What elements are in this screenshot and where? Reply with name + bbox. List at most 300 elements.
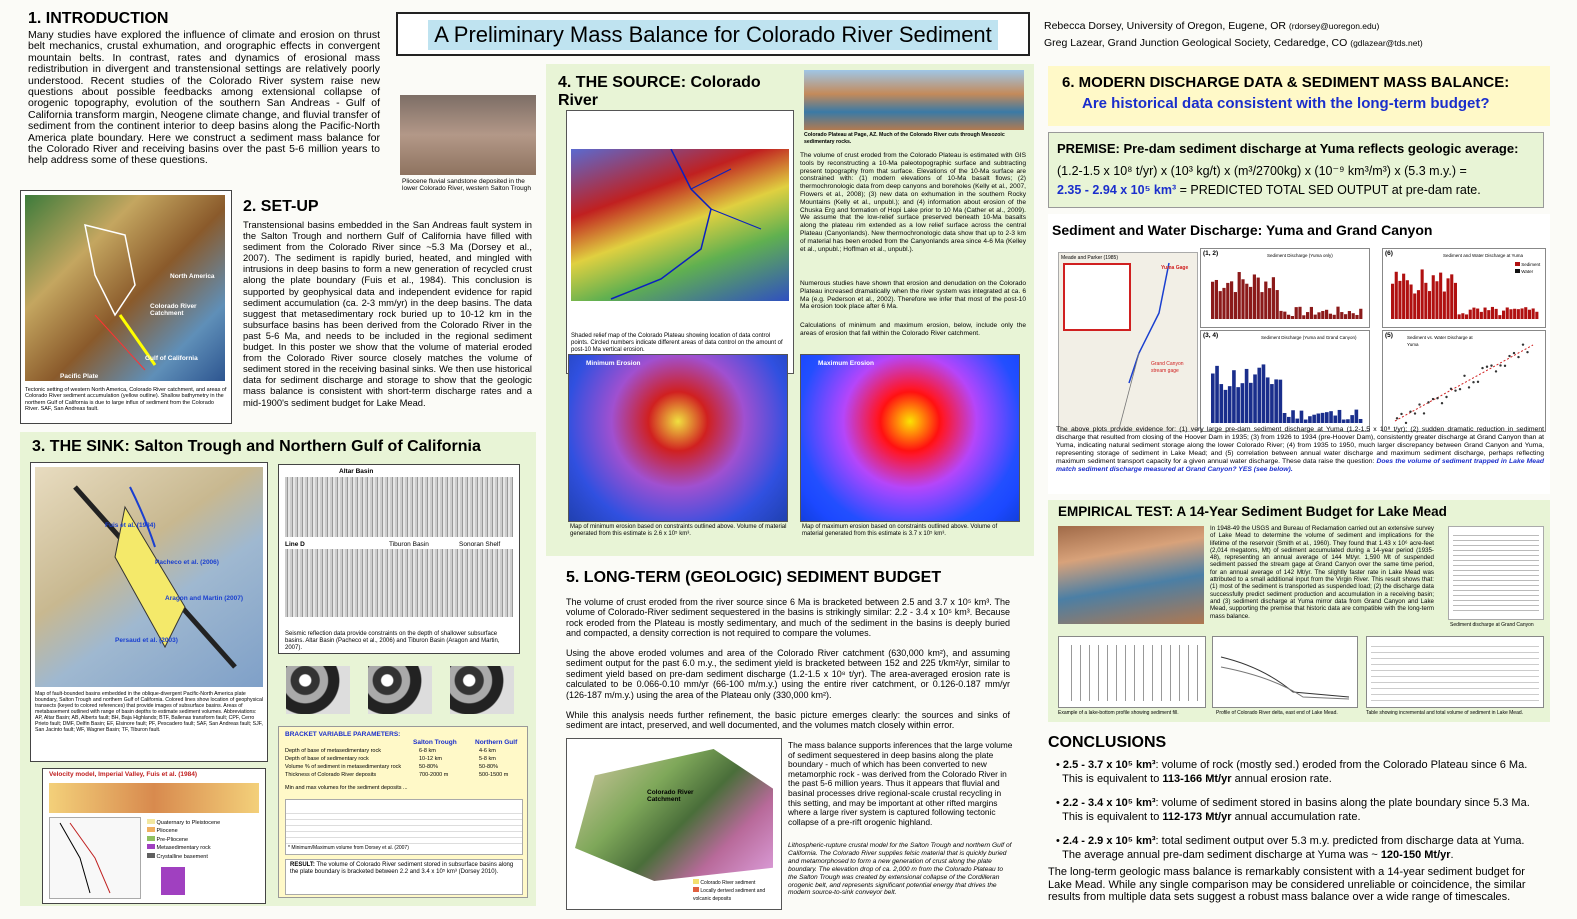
bar (1211, 374, 1215, 423)
scatter-point (1499, 364, 1501, 366)
block-diagram-frame (566, 738, 782, 910)
bar (1253, 374, 1257, 423)
scatter-point (1418, 403, 1420, 405)
discharge-chart-1 (1200, 248, 1370, 328)
conclusions-heading: CONCLUSIONS (1048, 734, 1167, 751)
bar (1241, 279, 1244, 319)
bar (1484, 308, 1487, 319)
sink-map-label-4: Persaud et al. (2003) (115, 637, 178, 644)
bar (1406, 280, 1409, 319)
empirical-heading: EMPIRICAL TEST: A 14-Year Sediment Budget for Lake Mead (1058, 504, 1447, 519)
scatter-point (1427, 401, 1429, 403)
bar (1517, 309, 1520, 319)
chart-4-title: Sediment vs. Water Discharge at Yuma (1407, 335, 1473, 348)
bar (1308, 416, 1312, 423)
chart-2-svg (1201, 331, 1369, 431)
source-text-2: Numerous studies have shown that erosion and denudation on the Colorado Plateau increased dramatically when the river system was integrated at ca. 6 Ma (e.g. Pederson et al., 2002). Therefore we infer that most of the post-10 Ma erosion took place after 6 Ma. (800, 280, 1026, 311)
bar (1291, 316, 1294, 319)
bar (1350, 415, 1354, 423)
volume-table-note: * Minimum/Maximum volume from Dorsey et al. (2007) (288, 845, 409, 851)
bar (1413, 293, 1416, 319)
chart-3-legend-item: Water (1515, 268, 1540, 275)
block-legend-item: Locally derived sediment and volcanic deposits (693, 888, 766, 902)
bracket-note: Min and max volumes for the sediment deposits ... (285, 785, 408, 791)
bar (1491, 307, 1494, 319)
discharge-map-river (1059, 253, 1197, 431)
bar (1439, 273, 1442, 319)
bar (1487, 310, 1490, 319)
delta-caption: Profile of Colorado River delta, east end of Lake Mead. (1216, 710, 1338, 716)
lake-bottom-caption: Example of a lake-bottom profile showing sediment fill. (1058, 710, 1179, 716)
bar (1338, 410, 1342, 423)
scatter-point (1468, 386, 1470, 388)
discharge-heading: Sediment and Water Discharge: Yuma and Grand Canyon (1052, 222, 1433, 238)
chart-3-svg (1383, 249, 1545, 327)
max-erosion-frame (800, 354, 1018, 550)
discharge-chart-2 (1200, 330, 1370, 432)
budget-p2: Using the above eroded volumes and area of the Colorado River catchment (630,000 km²), and assuming sediment output for the past 6.0 m.y., the sediment yield is bracketed between 152 and 225 t/km²/yr, similar to sediment yield based on pre-dam sediment discharge (1.2-1.5 x 10⁸ t/yr). The area-averaged erosion rate is calculated to be 0.066-0.10 mm/yr (66-100 m/m.y.) using the entire river catchment, or 0.126-0.187 mm/yr (126-187 m/m.y.) using the area of the Plateau only (330,000 km²). (566, 648, 1010, 700)
result-text: RESULT: The volume of Colorado River sediment stored in subsurface basins along the plate boundary is bracketed between 2.2 and 3.4 x 10⁵ km³ (Dorsey 2010). (290, 862, 514, 875)
bar (1306, 312, 1309, 319)
intro-text: Many studies have explored the influence of climate and erosion on thrust belt mechanics, crustal exhumation, and orographic effects in convergent mountain belts. In contrast, rates and dynamics of erosional mass redistribution in divergent and transtensional settings are relatively poorly understood. Recent studies of the Colorado River system raise new questions about possible feedbacks among extensional collapse of orogenic topography, evolution of the southern San Andreas - Gulf of California transform margin, Neogene climate change, and fluvial transfer of sediment from the continent interior to deep basins along the Pacific-North America plate boundary. Here we construct a sediment mass balance for the Colorado River and receiving basins over the past 5-6 million years to help address some of these questions. (28, 29, 380, 167)
bracket-row: Volume % of sediment in metasedimentary rock 50-80% 50-80% (285, 764, 498, 770)
bar (1428, 291, 1431, 319)
bar (1509, 309, 1512, 319)
seismic-label-tiburon: Tiburon Basin (389, 541, 429, 548)
bar (1321, 413, 1325, 423)
bar (1348, 311, 1351, 319)
map-label-north-america: North America (170, 273, 215, 280)
scatter-point (1459, 388, 1461, 390)
cross-section-frame (42, 768, 266, 904)
authors (1044, 18, 1423, 52)
bar (1355, 410, 1359, 423)
bar (1253, 274, 1256, 319)
discharge-map (1058, 252, 1198, 432)
bar (1238, 272, 1241, 319)
sink-panel (20, 432, 536, 906)
bar (1344, 314, 1347, 319)
scatter-point (1504, 365, 1506, 367)
bar (1222, 288, 1225, 319)
bar (1359, 309, 1362, 319)
thin-section-photo-1 (286, 666, 350, 714)
block-caption: Lithospheric-rupture crustal model for the Salton Trough and northern Gulf of California. The Colorado River supplies felsic material that is quickly buried and metamorphosed to form a new generation of crust along the plate boundary. The elevation drop of ca. 2,000 m from the Colorado Plateau to the Salton Trough was created by extensional collapse of the Cordilleran orogenic belt, and represents significant potential energy that drives the modern source-to-sink conveyor belt. (788, 842, 1012, 897)
bar (1310, 307, 1313, 319)
sink-heading: 3. THE SINK: Salton Trough and Northern Gulf of California (32, 438, 481, 455)
grand-canyon-table-caption: Sediment discharge at Grand Canyon (1450, 622, 1534, 628)
bar (1230, 281, 1233, 319)
grand-canyon-table (1448, 526, 1544, 620)
bar (1268, 288, 1271, 319)
bar (1241, 383, 1245, 423)
setup-map-frame (20, 190, 232, 424)
delta-profile-svg (1213, 637, 1357, 707)
block-label: Colorado River Catchment (647, 789, 694, 804)
bar (1283, 413, 1287, 423)
bar (1424, 283, 1427, 319)
bar (1283, 312, 1286, 319)
bar (1535, 312, 1538, 319)
scatter-point (1432, 398, 1434, 400)
volume-table-grid (286, 808, 522, 844)
bar (1298, 307, 1301, 319)
bracket-title: BRACKET VARIABLE PARAMETERS: (285, 731, 401, 738)
modern-heading: 6. MODERN DISCHARGE DATA & SEDIMENT MASS BALANCE: (1062, 74, 1510, 91)
bracket-panel (278, 726, 528, 898)
seismic-section-altar (285, 477, 513, 537)
bar (1300, 411, 1304, 423)
chart-3-tag: (6) (1385, 250, 1393, 257)
bar (1276, 290, 1279, 319)
scatter-point (1477, 381, 1479, 383)
thin-section-photo-2 (368, 666, 432, 714)
scatter-point (1472, 381, 1474, 383)
river-network (571, 149, 789, 301)
legend-item: Pre-Pliocene (147, 836, 257, 844)
bar (1329, 411, 1333, 423)
bar (1279, 380, 1283, 423)
chart-2-tag: (3, 4) (1203, 332, 1219, 339)
tectonic-map (25, 195, 225, 381)
discharge-text: The above plots provide evidence for: (1) very large pre-dam sediment discharge at Yuma (1.2-1.5 x 10⁸ t/yr); (2) sudden dramatic reduction in sediment discharge that resulted from closing of the Hoover Dam in 1935; (3) from 1926 to 1934 (pre-Hoover Dam), consistently greater discharge at Grand Canyon than at Yuma, indicating natural sediment storage along the lower Colorado River; (4) from 1935 to 1950, much larger discrepancy between Grand Canyon and Yuma, representing storage of sediment in Lake Mead; and (5) correlation between annual water discharge and maximum sediment discharge, perhaps reflecting maximum sediment transport capacity for a given annual water discharge. These data raise the question: Does the volume of sediment trapped in Lake Mead match sediment discharge measured at Grand Canyon? YES (see below). (1056, 426, 1544, 473)
budget-p1: The volume of crust eroded from the river source since 6 Ma is bracketed between 2.5 and 3.7 x 10⁵ km³. The volume of Colorado-River sediment sequestered in the basins is strikingly similar: 2.2 - 3.4 x 10⁵ km³. Because rock eroded from the Plateau is mostly sedimentary, and much of the sediment in the basins is deeply buried and compacted, a density correction is not required to compare the volumes. (566, 597, 1010, 639)
source-text-1: The volume of crust eroded from the Colorado Plateau is estimated with GIS tools by reconstructing a 10-Ma paleotopographic surface and subtracting present topography from that surface. Elevations of the 10-Ma surface are constrained with: (1) modern elevations of 10-Ma basalt flows; (2) thermochronologic data from deep canyons and boreholes (Kelly et al., 2007, Flowers et al., 2008); (3) new data on exhumation in the southern Rocky Mountains (Kelly et al., unpubl.); and (4) information about erosion of the Chuska Erg and formation of Hopi Lake prior to 10 Ma (Cather et al., 2009). We assume that the low-relief surface preserved beneath 10-Ma basalts along the plateau rim extended as a low relief surface across the central Plateau (Canyonlands). New thermochronologic data show that up to 2-3 km of material has been eroded from the Canyonlands area since 4-6 Ma (Kelley et al., unpubl.; Hoffman et al., unpubl.). (800, 152, 1026, 253)
conclusions-final: The long-term geologic mass balance is remarkably consistent with a 14-year sediment budget for Lake Mead. While any single comparison may be considered unreliable or coincidence, the similar results from multiple data sets suggest a robust mass balance over a wide range of timescales. (1048, 866, 1526, 903)
chart-1-tag: (1, 2) (1203, 250, 1219, 257)
cross-section-top (49, 783, 259, 813)
bar (1325, 310, 1328, 319)
bar (1211, 282, 1214, 319)
bar (1249, 287, 1252, 319)
bar (1458, 314, 1461, 319)
max-erosion-map (800, 354, 1020, 522)
chart-3-legend-item: Sediment (1515, 261, 1540, 268)
premise-result-line: 2.35 - 2.94 x 10⁵ km³ = PREDICTED TOTAL SED OUTPUT at pre-dam rate. (1057, 183, 1481, 197)
bracket-col-2: Northern Gulf (475, 739, 518, 746)
setup-text: Transtensional basins embedded in the San Andreas fault system in the Salton Trough and northern Gulf of California have filled with sediment from the Colorado River since ~5.3 Ma (Dorsey et al., 2007). The sediment is rapidly buried, heated, and mingled with intrusions in deep basins to form a new generation of recycled crust along the plate boundary (Fuis et al., 1984). This conclusion is supported by geophysical data and independent evidence for rapid sediment accumulation (ca. 2-3 mm/yr) in the deep basins. The data suggest that metasedimentary rock buried up to 10-12 km in the subsurface basins has been derived from the Colorado River in the past 5-6 Ma, and needs to be included in the regional sediment budget. In this poster we show that the volume of material eroded from the Colorado River source closely matches the volume of sediment stored in the receiving basinal sinks. We then use historical data for sediment discharge and storage to show that the geologic mass balance is consistent with short-term discharge rates and a mid-1900's sediment budget for Lake Mead. (243, 219, 532, 408)
bar (1236, 387, 1240, 423)
min-erosion-frame (568, 354, 786, 550)
bar (1302, 315, 1305, 319)
bar (1245, 284, 1248, 319)
bar (1495, 309, 1498, 319)
discharge-chart-3 (1382, 248, 1546, 328)
scatter-point (1405, 422, 1407, 424)
min-erosion-map (568, 354, 788, 522)
bar (1272, 277, 1275, 319)
discharge-map-label-1: Meade and Parker (1985) (1061, 255, 1118, 261)
bar (1219, 291, 1222, 319)
bar (1226, 283, 1229, 319)
bar (1317, 312, 1320, 319)
sink-map-label-1: Fuis et al. (1984) (105, 522, 156, 529)
bar (1395, 272, 1398, 319)
bar (1498, 315, 1501, 319)
bar (1219, 384, 1223, 423)
volume-table (285, 799, 523, 855)
scatter-point (1495, 370, 1497, 372)
modern-subheading: Are historical data consistent with the long-term budget? (1082, 95, 1490, 112)
seismic-label-line-d: Line D (285, 541, 305, 548)
budget-heading: 5. LONG-TERM (GEOLOGIC) SEDIMENT BUDGET (566, 569, 942, 586)
bar (1266, 377, 1270, 423)
scatter-point (1400, 413, 1402, 415)
bar (1476, 309, 1479, 319)
bar (1215, 280, 1218, 319)
lake-bottom-profile-plot (1063, 645, 1201, 701)
bar (1304, 420, 1308, 423)
chart-1-title: Sediment Discharge (Yuma only) (1267, 253, 1333, 258)
bar (1333, 416, 1337, 423)
bar (1352, 313, 1355, 319)
scatter-point (1441, 402, 1443, 404)
bar (1274, 379, 1278, 423)
bracket-col-1: Salton Trough (413, 739, 457, 746)
chart-3-title: Sediment and Water Discharge at Yuma (1443, 253, 1524, 258)
bar (1521, 308, 1524, 319)
bar (1435, 281, 1438, 319)
legend-item: Metasedimentary rock (147, 844, 257, 852)
lake-mead-photo (1058, 526, 1204, 624)
scatter-point (1396, 417, 1398, 419)
sink-map-label-2: Pacheco et al. (2006) (155, 559, 219, 566)
scatter-point (1409, 410, 1411, 412)
bracket-row: Depth of base of sedimentary rock 10-12 km 5-8 km (285, 756, 496, 762)
legend-item: Quaternary to Pleistocene (147, 819, 257, 827)
bracket-row: Thickness of Colorado River deposits 700-2000 m 500-1500 m (285, 772, 509, 778)
delta-profile (1212, 636, 1358, 708)
volume-table-lake (1366, 636, 1544, 708)
bar (1355, 315, 1358, 319)
sink-map-overlay (35, 467, 263, 687)
bar (1336, 307, 1339, 319)
grand-canyon-table-rows (1453, 531, 1539, 615)
seismic-label-altar: Altar Basin (339, 468, 374, 475)
sink-map-caption: Map of fault-bounded basins embedded in the oblique-divergent Pacific-North America plate boundary, Salton Trough and northern Gulf of California. Colored lines show location of geophysical transects (keyed to colored references) that provide images of subsurface basins. Areas of metabasement outlined with range of basin depths to estimate sediment volumes. Abbreviations: AP, Altar Basin; AB, Alberts fault; BH, Baja Highlands; BTF, Ballenas transform fault; CPF, Cerro Prieto fault; DMF, Delfin Basin; EF, Elsinore fault; PF, Pescadero fault; SAF, San Andreas fault; SJF, San Jacinto fault; WF, Wagner Basin; TF, Tiburon fault. (35, 691, 264, 733)
map-label-pacific: Pacific Plate (60, 373, 99, 380)
empirical-text: In 1948-49 the USGS and Bureau of Reclamation carried out an extensive survey of Lake Mead to determine the volume of sediment and implications for the lifetime of the reservoir (Smith et al., 1960). They found that 1.43 x 10⁶ acre-feet (2,014 megatons, Mt) of sediment accumulated during a 14-year period (1935-48), representing an annual average of 144 Mt/yr. 1,590 Mt of suspended sediment passed the stream gage at Grand Canyon over the same time period, for an annual average of 142 Mt/yr. The slightly faster rate in Lake Mead was attributed to a small additional input from the Virgin River. This result shows that: (1) most of the sediment is transported as suspended load; (2) the discharge data successfully predict sediment production and accumulation in a receiving basin; and (3) sediment discharge at Yuma mirror data from Grand Canyon and Lake Mead, supporting the premise that historic data are compatible with the long-term mass balance. (1210, 525, 1434, 620)
discharge-chart-4 (1382, 330, 1546, 432)
empirical-panel (1048, 500, 1550, 722)
bracket-rows (285, 748, 521, 780)
scatter-point (1423, 412, 1425, 414)
chart-2-title: Sediment Discharge (Yuma and Grand Canyon) (1261, 335, 1357, 340)
bar (1398, 281, 1401, 319)
bar (1465, 314, 1468, 319)
block-diagram (575, 749, 773, 881)
conclusions-list (1046, 758, 1558, 872)
bar (1228, 386, 1232, 423)
bar (1532, 308, 1535, 319)
bar (1291, 410, 1295, 423)
bar (1329, 314, 1332, 319)
source-map-frame (566, 110, 794, 374)
bar (1279, 311, 1282, 319)
bar (1454, 283, 1457, 319)
volume-table-lake-rows (1371, 641, 1539, 703)
bar (1262, 364, 1266, 423)
discharge-map-label-2: Yuma Gage (1161, 265, 1189, 271)
bar (1417, 290, 1420, 319)
scatter-point (1481, 367, 1483, 369)
seismic-section-tiburon (285, 549, 513, 617)
premise-title: PREMISE: Pre-dam sediment discharge at Yuma reflects geologic average: (1057, 141, 1519, 156)
intro-heading: 1. INTRODUCTION (28, 10, 169, 27)
bar (1287, 315, 1290, 319)
conclusion-item: • 2.2 - 3.4 x 10⁵ km³: volume of sediment stored in basins along the plate boundary since 5.3 Ma. This is equivalent to 112-173 Mt/yr annual accumulation rate. (1056, 797, 1530, 823)
bar (1264, 282, 1267, 319)
source-heading: 4. THE SOURCE: Colorado River (558, 74, 761, 109)
velocity-plot-lines (50, 818, 140, 898)
legend-swatch-block (161, 867, 185, 895)
bracket-row: Depth of base of metasedimentary rock 6-8 km 4-6 km (285, 748, 496, 754)
scatter-point (1522, 343, 1524, 345)
scatter-point (1486, 366, 1488, 368)
discharge-map-label-3: Grand Canyon stream gage (1151, 361, 1184, 375)
bar (1249, 383, 1253, 423)
bar (1317, 414, 1321, 423)
tectonic-map-overlay (25, 195, 225, 381)
bar (1257, 278, 1260, 319)
bar (1325, 412, 1329, 423)
bar (1391, 284, 1394, 319)
bar (1410, 285, 1413, 319)
scatter-point (1454, 389, 1456, 391)
premise-box (1048, 132, 1544, 208)
bar (1312, 415, 1316, 423)
sink-map-label-3: Aragon and Martin (2007) (165, 595, 244, 602)
author-2: Greg Lazear, Grand Junction Geological Society, Cedaredge, CO (gdlazear@tds.net) (1044, 37, 1423, 49)
bar (1234, 292, 1237, 319)
bar (1260, 292, 1263, 319)
bar (1450, 274, 1453, 319)
lake-bottom-profile (1058, 636, 1206, 708)
budget-p3: While this analysis needs further refinement, the basic picture emerges clearly: the sources and sinks of sediment are intact, preserved, and well documented, and the volumes match closely within error. (566, 710, 1010, 731)
bar (1295, 419, 1299, 423)
scatter-point (1513, 352, 1515, 354)
bar (1432, 275, 1435, 319)
bar (1524, 307, 1527, 319)
scatter-point (1526, 351, 1528, 353)
scatter-point (1490, 364, 1492, 366)
max-erosion-caption: Map of maximum erosion based on constraints outlined above. Volume of material generated from this estimate is 3.7 x 10⁵ km³. (802, 524, 998, 537)
volume-table-lake-caption: Table showing incremental and total volume of sediment in Lake Mead. (1366, 710, 1524, 716)
source-text-3: Calculations of minimum and maximum erosion, below, include only the areas of erosion that fall within the Colorado River catchment. (800, 322, 1026, 337)
sink-map-frame (30, 462, 268, 762)
bar (1215, 366, 1219, 423)
result-box (285, 859, 523, 895)
poster-title: A Preliminary Mass Balance for Colorado River Sediment (428, 20, 998, 50)
thin-section-photo-3 (450, 666, 514, 714)
scatter-point (1445, 396, 1447, 398)
velocity-plot (49, 817, 141, 899)
scatter-point (1414, 412, 1416, 414)
bar (1340, 312, 1343, 319)
bar (1421, 269, 1424, 319)
chart-1-svg (1201, 249, 1369, 327)
scatter-point (1463, 375, 1465, 377)
bar (1506, 307, 1509, 319)
scatter-point (1508, 355, 1510, 357)
block-legend (693, 879, 779, 903)
legend-item: Crystalline basement (147, 853, 257, 861)
bar (1232, 370, 1236, 423)
seismic-frame (278, 464, 520, 654)
bar (1224, 390, 1228, 423)
sandstone-photo-caption: Pliocene fluvial sandstone deposited in the lower Colorado River, western Salton Trough (402, 178, 531, 193)
bar (1443, 292, 1446, 319)
chart-4-svg (1383, 331, 1545, 431)
title-box (396, 12, 1030, 56)
shaded-relief-map (571, 149, 789, 301)
tectonic-map-caption: Tectonic setting of western North America, Colorado River catchment, and areas of Colorado River sediment accumulation (yellow outline). Shallow bathymetry in the northern Gulf of California is due to large influx of sediment from the Colorado River. SAF, San Andreas fault. (25, 387, 227, 412)
conclusion-item: • 2.5 - 3.7 x 10⁵ km³: volume of rock (mostly sed.) eroded from the Colorado Plateau since 6 Ma. This is equivalent to 113-166 Mt/yr annual erosion rate. (1056, 759, 1528, 785)
author-1: Rebecca Dorsey, University of Oregon, Eugene, OR (rdorsey@uoregon.edu) (1044, 20, 1380, 32)
bar (1342, 420, 1346, 423)
bar (1469, 310, 1472, 319)
bar (1402, 274, 1405, 319)
map-label-catchment: Colorado River Catchment (150, 303, 197, 318)
seismic-caption: Seismic reflection data provide constraints on the depth of shallower subsurface basins. Altar Basin (Pacheco et al., 2006) and Tiburon Basin (Aragon and Martin, 2007). (285, 631, 500, 651)
bar (1245, 369, 1249, 423)
scatter-point (1450, 388, 1452, 390)
discharge-panel (1048, 214, 1550, 494)
bar (1502, 311, 1505, 319)
source-panel (546, 64, 1034, 556)
bar (1314, 315, 1317, 319)
page-az-caption: Colorado Plateau at Page, AZ. Much of the Colorado River cuts through Mesozoic sedimentary rocks. (804, 132, 1005, 146)
budget-p4: The mass balance supports inferences that the large volume of sediment sequestered in deep basins along the plate boundary - much of which has been converted to new metamorphic rock - was derived from the Colorado River in the past 5-6 million years. Thus it appears that fluvial and basinal processes drive regional-scale crustal recycling in this setting, and may be important at other rifted margins where a large river system is captured following tectonic collapse of a pre-rift orogenic highland. (788, 740, 1013, 827)
setup-heading: 2. SET-UP (243, 198, 319, 215)
bar (1270, 384, 1274, 423)
map-label-gulf: Gulf of California (145, 355, 198, 362)
bar (1461, 313, 1464, 319)
scatter-point (1436, 397, 1438, 399)
scatter-point (1517, 356, 1519, 358)
max-erosion-label: Maximum Erosion (818, 360, 874, 367)
cross-section-title: Velocity model, Imperial Valley, Fuis et al. (1984) (49, 771, 197, 778)
sink-map (35, 467, 263, 687)
bar (1321, 311, 1324, 319)
bar (1528, 310, 1531, 319)
bar (1287, 417, 1291, 423)
chart-4-tag: (5) (1385, 332, 1393, 339)
bar (1333, 315, 1336, 319)
bar (1359, 419, 1363, 423)
trend-line (1395, 345, 1533, 421)
sandstone-photo (400, 95, 536, 175)
premise-equation: (1.2-1.5 x 10⁸ t/yr) x (10³ kg/t) x (m³/2700kg) x (10⁻⁹ km³/m³) x (5.3 m.y.) = (1057, 164, 1467, 178)
bar (1472, 308, 1475, 319)
bar (1295, 307, 1298, 319)
source-map-caption: Shaded relief map of the Colorado Plateau showing location of data control points. Circled numbers indicate different areas of data control on the amount of post-10 Ma vertical erosion. (571, 333, 783, 353)
cross-section-legend (147, 819, 257, 861)
seismic-label-sonoran: Sonoran Shelf (459, 541, 501, 548)
bar (1513, 309, 1516, 319)
page-az-photo (804, 70, 1024, 130)
block-legend-item: Colorado River sediment (693, 879, 779, 887)
conclusion-item: • 2.4 - 2.9 x 10⁵ km³: total sediment output over 5.3 m.y. predicted from discharge data at Yuma. The average annual pre-dam sediment discharge at Yuma was ~ 120-150 Mt/yr. (1056, 835, 1525, 861)
bar (1447, 278, 1450, 319)
bar (1257, 368, 1261, 423)
bar (1480, 312, 1483, 319)
bar (1346, 419, 1350, 423)
legend-item: Pliocene (147, 827, 257, 835)
modern-header (1048, 66, 1550, 126)
min-erosion-label: Minimum Erosion (586, 360, 641, 367)
min-erosion-caption: Map of minimum erosion based on constraints outlined above. Volume of material generated from this estimate is 2.6 x 10⁵ km³. (570, 524, 787, 537)
